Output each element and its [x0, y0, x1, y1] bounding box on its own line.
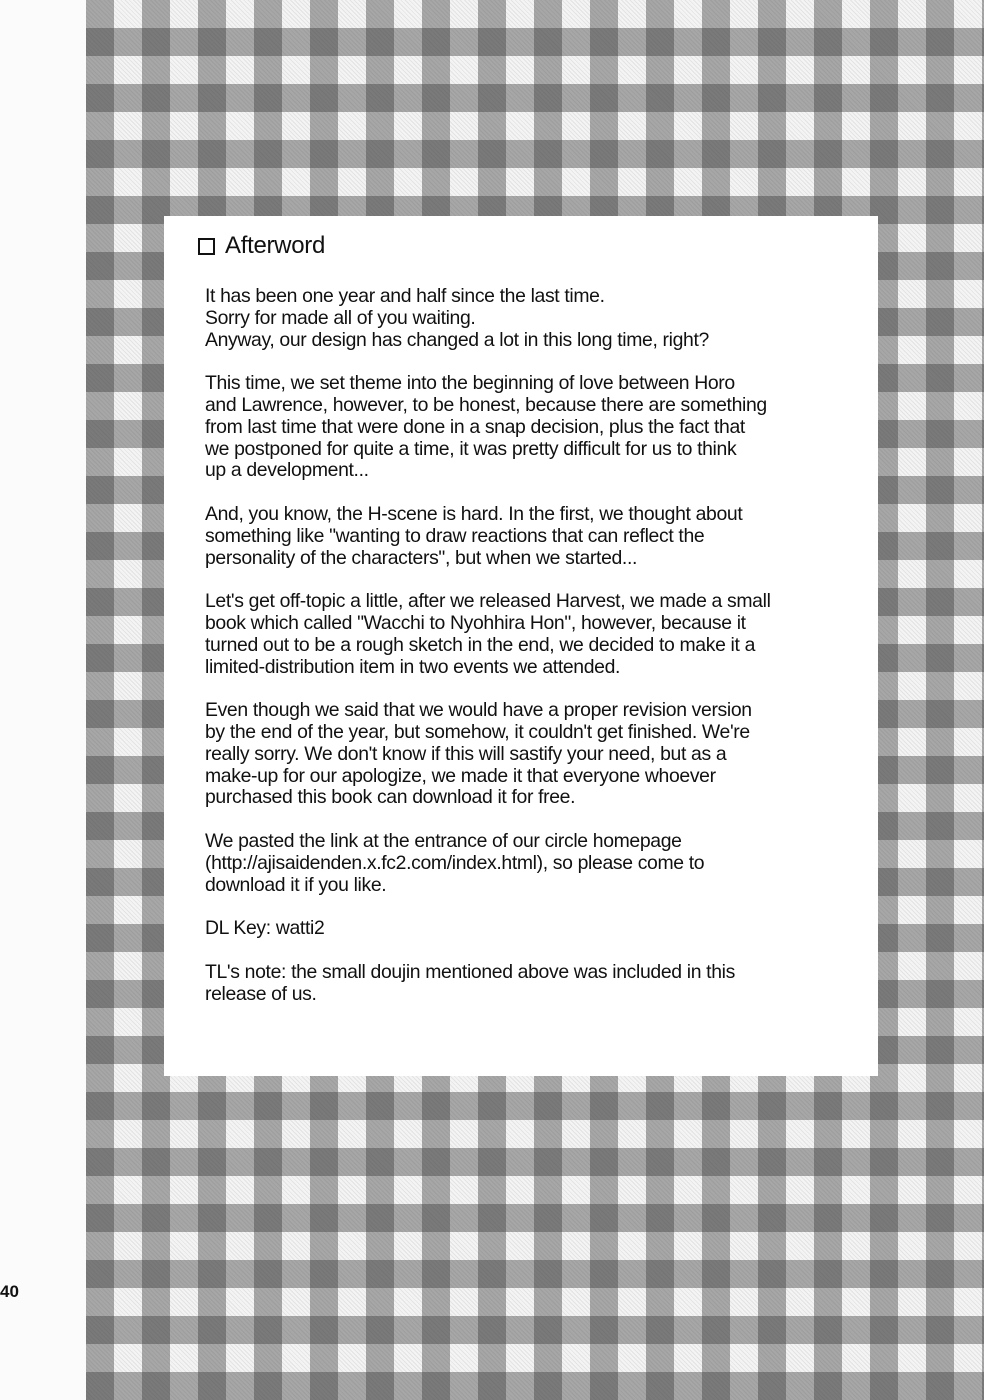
text-line: This time, we set theme into the beginning of love between Horo [205, 372, 735, 395]
paragraph [205, 918, 805, 940]
text-line: and Lawrence, however, to be honest, because there are something [205, 393, 767, 416]
text-line: release of us. [205, 982, 317, 1005]
text-line: up a development... [205, 459, 369, 482]
text-line: (http://ajisaidenden.x.fc2.com/index.html), so please come to [205, 851, 705, 874]
text-line: Sorry for made all of you waiting. [205, 306, 476, 329]
text-line: download it if you like. [205, 873, 387, 896]
text-line: really sorry. We don't know if this will sastify your need, but as a [205, 742, 727, 765]
text-line: from last time that were done in a snap decision, plus the fact that [205, 415, 745, 438]
text-line: Let's get off-topic a little, after we released Harvest, we made a small [205, 590, 771, 613]
page-number: 40 [0, 1282, 19, 1301]
text-line: purchased this book can download it for free. [205, 786, 576, 809]
text-line: And, you know, the H-scene is hard. In the first, we thought about [205, 502, 743, 525]
text-line: something like "wanting to draw reactions that can reflect the [205, 524, 705, 547]
text-line: by the end of the year, but somehow, it couldn't get finished. We're [205, 720, 750, 743]
text-line: turned out to be a rough sketch in the end, we decided to make it a [205, 633, 756, 656]
afterword-heading [198, 232, 325, 260]
text-line: book which called "Wacchi to Nyohhira Hon", however, because it [205, 611, 746, 634]
text-line: It has been one year and half since the last time. [205, 285, 605, 307]
square-icon [198, 238, 215, 255]
text-line: We pasted the link at the entrance of our circle homepage [205, 829, 682, 852]
text-line: Even though we said that we would have a proper revision version [205, 699, 752, 722]
text-line: personality of the characters", but when we started... [205, 546, 638, 569]
text-line: make-up for our apologize, we made it that everyone whoever [205, 764, 716, 787]
paragraph [205, 831, 805, 896]
text-line: we postponed for quite a time, it was pretty difficult for us to think [205, 437, 737, 460]
paragraph [205, 504, 805, 569]
paragraph [205, 962, 805, 1006]
paragraph [205, 591, 805, 678]
paragraph [205, 700, 805, 809]
paragraph [205, 373, 805, 482]
page-margin [0, 0, 86, 1400]
text-line: Anyway, our design has changed a lot in this long time, right? [205, 328, 709, 351]
page-title: Afterword [225, 232, 326, 259]
text-line: TL's note: the small doujin mentioned above was included in this [205, 960, 735, 983]
text-line: DL Key: watti2 [205, 917, 325, 940]
text-line: limited-distribution item in two events we attended. [205, 655, 621, 678]
afterword-body [205, 286, 805, 1027]
paragraph [205, 286, 805, 351]
